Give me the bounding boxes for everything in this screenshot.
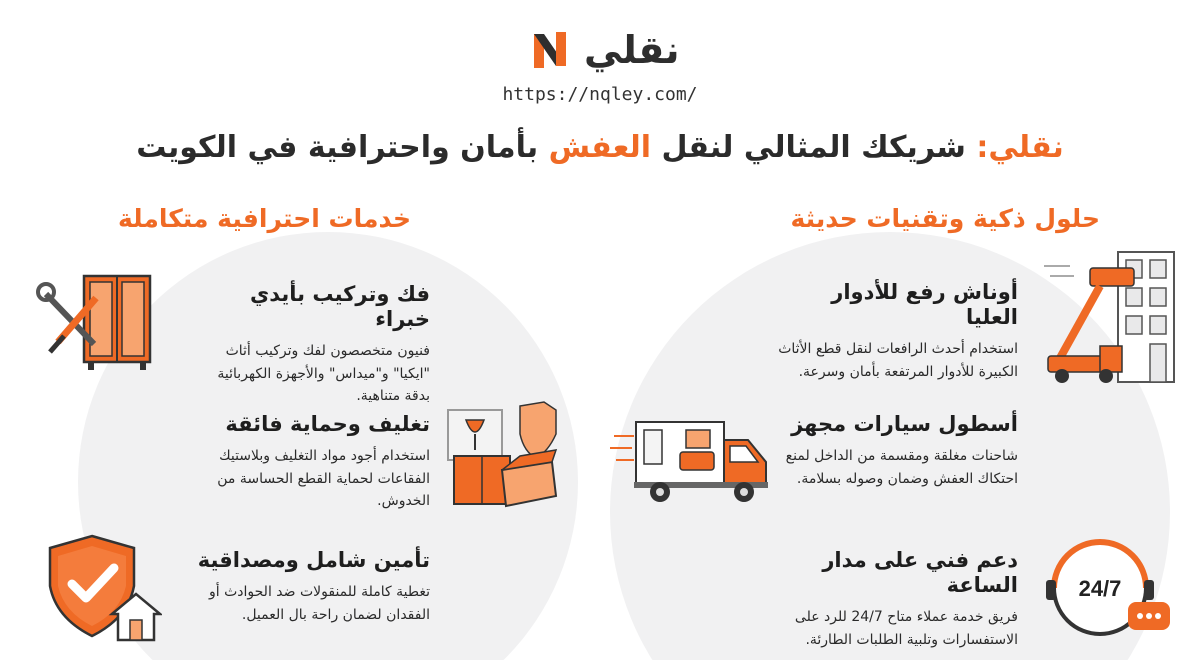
feature-packing: [190, 412, 430, 512]
feature-assembly: [190, 282, 430, 408]
feature-title: أوناش رفع للأدوار العليا: [831, 280, 1018, 330]
feature-title: أسطول سيارات مجهز: [791, 412, 1018, 436]
feature-title: تأمين شامل ومصداقية: [197, 548, 430, 572]
feature-support: [778, 548, 1018, 651]
feature-text: شاحنات مغلقة ومقسمة من الداخل لمنع احتكاك العفش وضمان وصوله بسلامة.: [785, 448, 1018, 487]
title-suffix: بأمان واحترافية في الكويت: [136, 130, 549, 165]
feature-insurance: [190, 548, 430, 626]
page-title: [60, 128, 1140, 167]
brand-name: نقلي: [584, 28, 680, 72]
feature-title: تغليف وحماية فائقة: [225, 412, 430, 436]
feature-fleet: [778, 412, 1018, 490]
support-badge: 24/7: [1078, 576, 1122, 601]
crane-icon: [1040, 246, 1180, 386]
brand-logo[interactable]: [530, 20, 690, 80]
feature-cranes: [778, 280, 1018, 383]
feature-text: فريق خدمة عملاء متاح 24/7 للرد على الاستفسارات وتلبية الطلبات الطارئة.: [794, 609, 1018, 648]
feature-text: فنيون متخصصون لفك وتركيب أثاث "ايكيا" و"ميداس" والأجهزة الكهربائية بدقة متناهية.: [217, 343, 430, 405]
packing-boxes-icon: [444, 400, 564, 514]
feature-text: استخدام أحدث الرافعات لنقل قطع الأثاث الكبيرة للأدوار المرتفعة بأمان وسرعة.: [778, 341, 1018, 380]
feature-text: استخدام أجود مواد التغليف وبلاستيك الفقاعات لحماية القطع الحساسة من الخدوش.: [217, 448, 430, 509]
left-column-title: خدمات احترافية متكاملة: [118, 204, 411, 233]
feature-title: دعم فني على مدار الساعة: [822, 548, 1018, 598]
moving-truck-icon: [610, 412, 770, 508]
feature-text: تغطية كاملة للمنقولات ضد الحوادث أو الفقدان لضمان راحة بال العميل.: [209, 584, 430, 623]
title-middle: شريكك المثالي لنقل: [651, 130, 977, 165]
website-url[interactable]: https://nqley.com/: [502, 84, 698, 105]
n-letter-logo-icon: [530, 28, 574, 72]
insurance-shield-icon: [42, 532, 162, 644]
title-prefix: نقلي:: [976, 130, 1064, 165]
feature-title: فك وتركيب بأيدي خبراء: [250, 282, 430, 332]
title-highlight: العفش: [548, 130, 652, 165]
right-column-title: حلول ذكية وتقنيات حديثة: [790, 204, 1100, 233]
support-24-7-icon: [1036, 530, 1176, 642]
wardrobe-tools-icon: [36, 270, 156, 374]
